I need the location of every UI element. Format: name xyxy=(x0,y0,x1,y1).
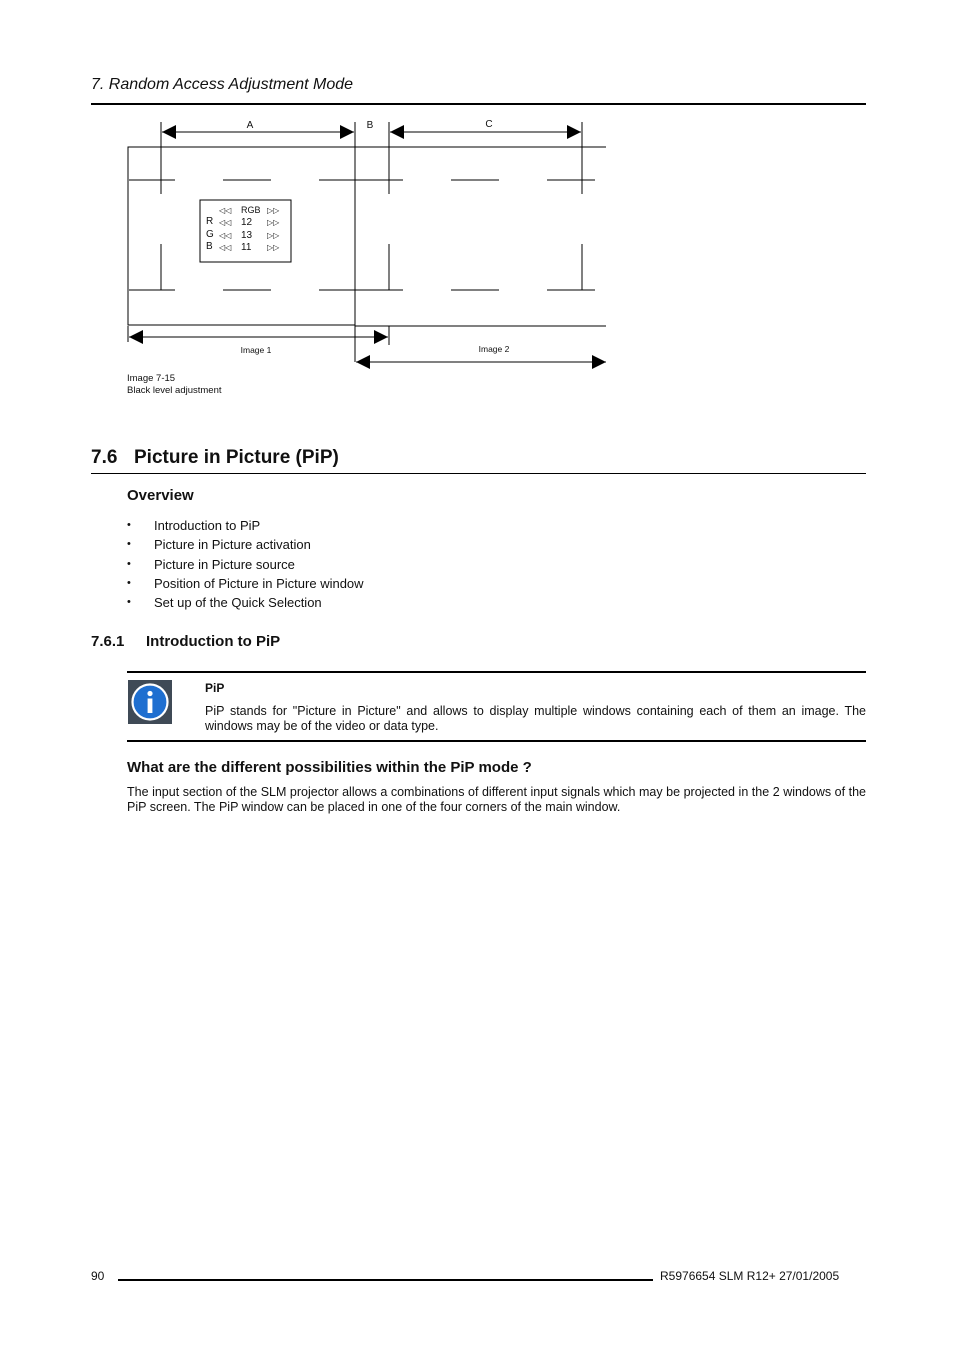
overview-item-source[interactable]: • Picture in Picture source xyxy=(127,556,364,575)
note-title: PiP xyxy=(205,681,225,695)
note-bottom-rule xyxy=(127,740,866,742)
page-number: 90 xyxy=(91,1269,105,1283)
image2-label: Image 2 xyxy=(478,344,510,354)
question-heading: What are the different possibilities within the PiP mode ? xyxy=(127,759,532,776)
overview-item-position[interactable]: • Position of Picture in Picture window xyxy=(127,575,364,594)
dim-b-label: B xyxy=(366,120,374,131)
subsection-title: Introduction to PiP xyxy=(146,633,281,650)
menu-arrows-left: ◁◁ xyxy=(219,206,232,215)
menu-arrows-left: ◁◁ xyxy=(219,231,232,240)
footer-doc-info: R5976654 SLM R12+ 27/01/2005 xyxy=(660,1269,840,1283)
caption-id: Image 7-15 xyxy=(127,373,176,384)
section-number: 7.6 xyxy=(91,447,118,468)
overview-list xyxy=(127,517,364,613)
menu-arrows-left: ◁◁ xyxy=(219,218,232,227)
menu-value-g: 13 xyxy=(241,230,253,241)
note-top-rule xyxy=(127,671,866,673)
subsection-number: 7.6.1 xyxy=(91,633,125,650)
overview-heading: Overview xyxy=(127,487,194,504)
menu-channel-b: B xyxy=(206,241,213,252)
overview-item-activation[interactable]: • Picture in Picture activation xyxy=(127,536,364,555)
header-rule xyxy=(91,103,866,105)
overview-item-introduction[interactable]: • Introduction to PiP xyxy=(127,517,364,536)
section-title: Picture in Picture (PiP) xyxy=(134,447,339,468)
section-rule xyxy=(91,473,866,474)
overview-item-quick-selection[interactable]: • Set up of the Quick Selection xyxy=(127,594,364,613)
menu-value-r: 12 xyxy=(241,217,253,228)
section-heading xyxy=(91,447,339,469)
menu-channel-g: G xyxy=(206,229,214,240)
menu-arrows-right: ▷▷ xyxy=(267,231,280,240)
caption-text: Black level adjustment xyxy=(127,384,222,396)
menu-value-b: 11 xyxy=(241,242,252,253)
menu-channel-r: R xyxy=(206,216,214,227)
question-body: The input section of the SLM projector allows a combinations of different input signals which may be projected in the 2 windows of the PiP screen. The PiP window can be placed in one of the four corners of the main window. xyxy=(127,785,866,814)
menu-arrows-right: ▷▷ xyxy=(267,243,280,252)
menu-header: RGB xyxy=(241,205,261,215)
figure-caption xyxy=(127,373,222,396)
menu-arrows-right: ▷▷ xyxy=(267,206,280,215)
black-level-diagram xyxy=(120,112,620,374)
note-text: PiP stands for "Picture in Picture" and allows to display multiple windows containing each of them an image. The windows may be of the video or data type. xyxy=(205,704,866,733)
image1-label: Image 1 xyxy=(240,345,272,355)
dim-a-label: A xyxy=(246,120,254,131)
subsection-heading xyxy=(91,633,280,650)
menu-arrows-left: ◁◁ xyxy=(219,243,232,252)
info-icon xyxy=(128,680,172,724)
dim-c-label: C xyxy=(485,119,493,130)
footer-rule xyxy=(118,1279,653,1281)
menu-arrows-right: ▷▷ xyxy=(267,218,280,227)
running-header: 7. Random Access Adjustment Mode xyxy=(91,76,354,93)
